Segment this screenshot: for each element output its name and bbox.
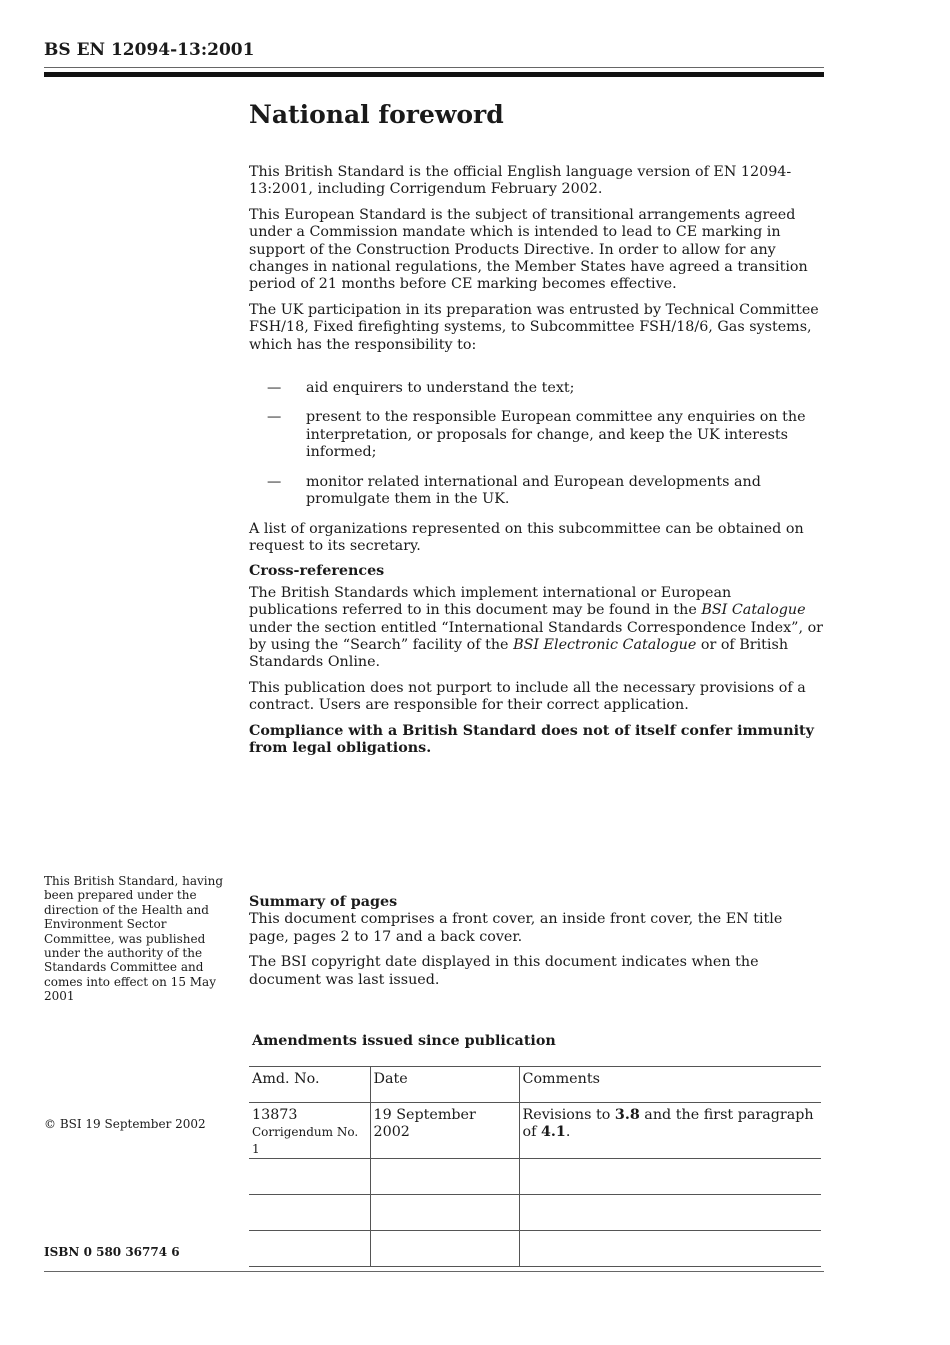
amendments-table xyxy=(249,1066,821,1267)
isbn: ISBN 0 580 36774 6 xyxy=(44,1245,180,1259)
amd-number: 13873 xyxy=(252,1107,298,1123)
empty-cell xyxy=(370,1159,519,1195)
intro-paragraph-1: This British Standard is the official English language version of EN 12094-13:2001, including Corrigendum February 2002. xyxy=(249,164,792,198)
org-list-paragraph: A list of organizations represented on this subcommittee can be obtained on request to its secretary. xyxy=(249,520,804,554)
compliance-statement: Compliance with a British Standard does not of itself confer immunity from legal obligations. xyxy=(249,722,814,756)
cross-references-paragraph xyxy=(249,585,824,672)
empty-cell xyxy=(519,1159,821,1195)
list-item xyxy=(249,409,824,461)
header-rule-thin xyxy=(44,67,824,68)
responsibility-list xyxy=(249,380,824,508)
table-header-row xyxy=(249,1067,821,1103)
empty-cell xyxy=(519,1195,821,1231)
empty-cell xyxy=(249,1195,370,1231)
main-content xyxy=(249,164,824,765)
intro-paragraph-2: This European Standard is the subject of transitional arrangements agreed under a Commission mandate which is intended to lead to CE marking in support of the Construction Products Directive. In order to allow for any changes in national regulations, the Member States have agreed a transition period of 21 months before CE marking becomes effective. xyxy=(249,206,808,293)
list-item xyxy=(249,474,824,509)
header-amd-no: Amd. No. xyxy=(249,1067,370,1103)
sidebar-note: This British Standard, having been prepared under the direction of the Health and Environment Sector Committee, was published under the authority of the Standards Committee and comes into effect on 15 May 2001 xyxy=(44,874,224,1004)
comment-cell xyxy=(519,1103,821,1159)
footer-rule xyxy=(44,1271,824,1272)
text-run: . xyxy=(565,1124,571,1140)
list-item-text: present to the responsible European committee any enquiries on the interpretation, or proposals for change, and keep the UK interests informed; xyxy=(306,409,806,461)
table-row xyxy=(249,1103,821,1159)
amd-sub-label: Corrigendum No. 1 xyxy=(252,1125,359,1156)
table-row xyxy=(249,1159,821,1195)
list-item-text: monitor related international and European developments and promulgate them in the UK. xyxy=(306,473,761,508)
dash-bullet: — xyxy=(267,380,282,397)
list-item-text: aid enquirers to understand the text; xyxy=(306,380,575,397)
cross-references-heading: Cross-references xyxy=(249,563,385,580)
amendments-title: Amendments issued since publication xyxy=(252,1033,556,1049)
intro-paragraph-3: The UK participation in its preparation was entrusted by Technical Committee FSH/18, Fixed firefighting systems, to Subcommittee FSH/18/6, Gas systems, which has the responsibility to: xyxy=(249,301,819,353)
empty-cell xyxy=(370,1195,519,1231)
text-run: The British Standards which implement international or European publications referred to in this document may be found in the xyxy=(249,584,732,619)
clause-ref: 4.1 xyxy=(540,1124,566,1140)
table-row xyxy=(249,1195,821,1231)
provisions-paragraph: This publication does not purport to include all the necessary provisions of a contract. Users are responsible for their correct application. xyxy=(249,679,806,714)
bsi-catalogue-ref: BSI Catalogue xyxy=(701,602,806,619)
document-id: BS EN 12094-13:2001 xyxy=(44,40,255,60)
header-date: Date xyxy=(370,1067,519,1103)
dash-bullet: — xyxy=(267,473,282,490)
summary-paragraph-2: The BSI copyright date displayed in this document indicates when the document was last issued. xyxy=(249,954,759,988)
empty-cell xyxy=(249,1159,370,1195)
table-row xyxy=(249,1231,821,1267)
text-run: or of British Standards Online. xyxy=(249,636,789,671)
amd-no-cell xyxy=(249,1103,370,1159)
dash-bullet: — xyxy=(267,409,282,426)
clause-ref: 3.8 xyxy=(614,1107,640,1123)
summary-paragraph-1: This document comprises a front cover, an inside front cover, the EN title page, pages 2 to 17 and a back cover. xyxy=(249,911,783,945)
page-title: National foreword xyxy=(249,100,504,129)
empty-cell xyxy=(249,1231,370,1267)
empty-cell xyxy=(370,1231,519,1267)
header-comments: Comments xyxy=(519,1067,821,1103)
copyright-notice: © BSI 19 September 2002 xyxy=(44,1117,206,1131)
text-run: Revisions to xyxy=(522,1107,615,1123)
text-run: under the section entitled “International Standards Correspondence Index”, or by using the “Search” facility of the xyxy=(249,619,824,653)
summary-heading: Summary of pages xyxy=(249,894,398,910)
header-rule-thick xyxy=(44,72,824,77)
empty-cell xyxy=(519,1231,821,1267)
date-cell: 19 September 2002 xyxy=(370,1103,519,1159)
list-item xyxy=(249,380,824,397)
text-run: and the first paragraph of xyxy=(522,1107,814,1140)
summary-section xyxy=(249,894,824,997)
bsi-electronic-catalogue-ref: BSI Electronic Catalogue xyxy=(513,636,697,653)
